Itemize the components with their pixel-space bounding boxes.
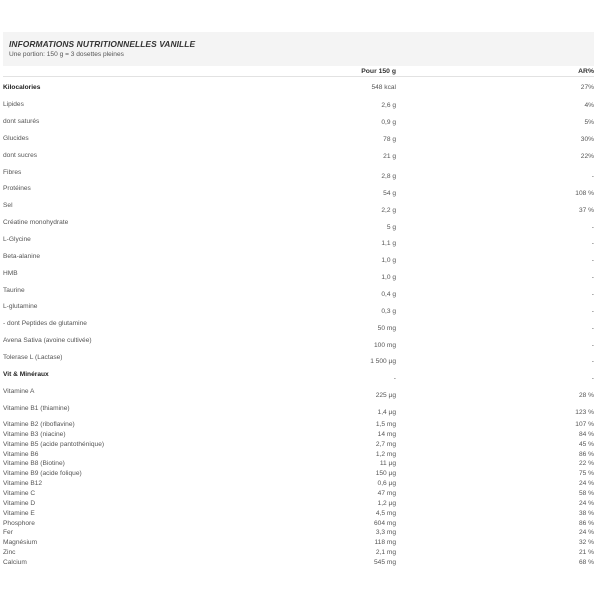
nutrient-label: Vitamine B3 (niacine): [3, 430, 66, 438]
nutrient-value: 78 g: [383, 136, 396, 143]
nutrient-ar: 37 %: [578, 207, 594, 214]
header-divider: [3, 76, 594, 77]
nutrient-label: Vitamine B1 (thiamine): [3, 405, 70, 412]
nutrient-value: 1 500 µg: [370, 358, 396, 365]
nutrient-ar: -: [591, 173, 594, 180]
nutrient-label: Magnésium: [3, 539, 38, 547]
nutrient-ar: 58 %: [578, 489, 594, 497]
nutrient-value: 3,3 mg: [375, 529, 396, 537]
nutrient-ar: 108 %: [575, 190, 594, 197]
nutrient-value: 0,3 g: [381, 308, 396, 315]
nutrient-ar: 86 %: [578, 450, 594, 458]
nutrient-label: Calcium: [3, 558, 27, 566]
nutrient-label: Vitamine B6: [3, 450, 39, 458]
nutrient-ar: 22 %: [578, 460, 594, 468]
nutrient-label: Vitamine B12: [3, 480, 43, 488]
nutrient-value: 548 kcal: [371, 84, 396, 91]
nutrient-label: Vitamine B2 (riboflavine): [3, 421, 75, 428]
nutrient-ar: 24 %: [578, 499, 594, 507]
nutrient-value: 150 µg: [375, 470, 396, 478]
nutrient-label: Vitamine B8 (Biotine): [3, 460, 65, 468]
nutrient-label: Avena Sativa (avoine cultivée): [3, 337, 92, 344]
nutrient-ar: 86 %: [578, 519, 594, 527]
nutrient-ar: -: [591, 358, 594, 365]
nutrient-label: Beta-alanine: [3, 253, 41, 260]
nutrient-value: 1,0 g: [381, 257, 396, 264]
nutrient-value: 0,9 g: [381, 119, 396, 126]
nutrition-header: [3, 32, 594, 66]
nutrient-value: 1,5 mg: [375, 421, 396, 428]
nutrient-ar: -: [591, 240, 594, 247]
nutrient-label: Zinc: [3, 549, 16, 557]
nutrient-ar: 107 %: [575, 421, 594, 428]
nutrient-ar: 22%: [580, 153, 594, 160]
nutrient-value: 4,5 mg: [375, 509, 396, 517]
nutrition-title: INFORMATIONS NUTRITIONNELLES VANILLE: [9, 39, 196, 49]
nutrient-label: L-glutamine: [3, 303, 38, 310]
nutrient-value: 2,6 g: [381, 102, 396, 109]
nutrient-value: 2,7 mg: [375, 440, 396, 448]
nutrient-label: dont saturés: [3, 118, 40, 125]
nutrient-value: 0,6 µg: [377, 480, 396, 488]
nutrient-ar: -: [591, 224, 594, 231]
nutrient-label: HMB: [3, 270, 18, 277]
nutrient-value: 0,4 g: [381, 291, 396, 298]
nutrient-value: 1,1 g: [381, 240, 396, 247]
nutrient-value: 1,0 g: [381, 274, 396, 281]
nutrient-value: 2,8 g: [381, 173, 396, 180]
nutrient-value: 54 g: [383, 190, 396, 197]
nutrient-label: Vitamine D: [3, 499, 36, 507]
nutrient-value: 604 mg: [374, 519, 396, 527]
nutrient-ar: -: [591, 308, 594, 315]
nutrient-label: Glucides: [3, 135, 29, 142]
nutrient-ar: 32 %: [578, 539, 594, 547]
nutrient-ar: 28 %: [578, 392, 594, 399]
nutrient-ar: -: [591, 342, 594, 349]
nutrient-label: Vitamine A: [3, 388, 35, 395]
nutrient-value: -: [393, 375, 396, 382]
nutrient-value: 1,2 mg: [375, 450, 396, 458]
portion-subtitle: Une portion: 150 g = 3 dosettes pleines: [9, 51, 124, 58]
nutrient-ar: 45 %: [578, 440, 594, 448]
nutrient-ar: -: [591, 274, 594, 281]
nutrient-ar: 27%: [580, 84, 594, 91]
nutrient-ar: 21 %: [578, 549, 594, 557]
nutrient-ar: -: [591, 291, 594, 298]
nutrient-value: 1,4 µg: [377, 409, 396, 416]
nutrient-ar: 84 %: [578, 430, 594, 438]
nutrient-ar: 24 %: [578, 529, 594, 537]
nutrient-value: 100 mg: [374, 342, 396, 349]
nutrient-label: Phosphore: [3, 519, 35, 527]
nutrient-value: 545 mg: [374, 558, 396, 566]
nutrient-value: 11 µg: [379, 460, 396, 468]
nutrient-label: Vitamine C: [3, 489, 36, 497]
nutrient-label: Taurine: [3, 287, 25, 294]
nutrient-label: L-Glycine: [3, 236, 31, 243]
nutrient-value: 21 g: [383, 153, 396, 160]
nutrient-label: Créatine monohydrate: [3, 219, 69, 226]
nutrient-label: Vitamine B5 (acide pantothénique): [3, 440, 105, 448]
nutrient-label: Tolerase L (Lactase): [3, 354, 63, 361]
nutrient-value: 14 mg: [377, 430, 396, 438]
nutrient-ar: 24 %: [578, 480, 594, 488]
nutrient-ar: -: [591, 257, 594, 264]
nutrient-label: Sel: [3, 202, 13, 209]
nutrient-label: Vitamine B9 (acide folique): [3, 470, 82, 478]
nutrient-ar: 5%: [584, 119, 594, 126]
nutrient-value: 1,2 µg: [377, 499, 396, 507]
nutrient-ar: -: [591, 375, 594, 382]
portion-column-header: Pour 150 g: [361, 68, 396, 75]
nutrient-value: 2,2 g: [381, 207, 396, 214]
nutrient-label: Protéines: [3, 185, 31, 192]
nutrient-label: dont sucres: [3, 152, 38, 159]
nutrient-label: Lipides: [3, 101, 24, 108]
nutrient-value: 50 mg: [377, 325, 396, 332]
nutrient-value: 118 mg: [374, 539, 396, 547]
nutrient-ar: 75 %: [578, 470, 594, 478]
nutrient-ar: 123 %: [575, 409, 594, 416]
nutrient-ar: 68 %: [578, 558, 594, 566]
nutrient-ar: -: [591, 325, 594, 332]
nutrient-label: Vit & Minéraux: [3, 371, 49, 378]
nutrient-label: - dont Peptides de glutamine: [3, 320, 87, 327]
nutrient-value: 5 g: [386, 224, 396, 231]
nutrient-label: Kilocalories: [3, 84, 41, 91]
nutrient-value: 225 µg: [375, 392, 396, 399]
nutrient-ar: 30%: [580, 136, 594, 143]
ar-column-header: AR%: [578, 68, 594, 75]
nutrient-label: Fer: [3, 529, 13, 537]
nutrient-value: 2,1 mg: [375, 549, 396, 557]
nutrient-ar: 4%: [584, 102, 594, 109]
nutrient-label: Fibres: [3, 169, 22, 176]
nutrient-value: 47 mg: [377, 489, 396, 497]
nutrient-ar: 38 %: [578, 509, 594, 517]
nutrient-label: Vitamine E: [3, 509, 35, 517]
